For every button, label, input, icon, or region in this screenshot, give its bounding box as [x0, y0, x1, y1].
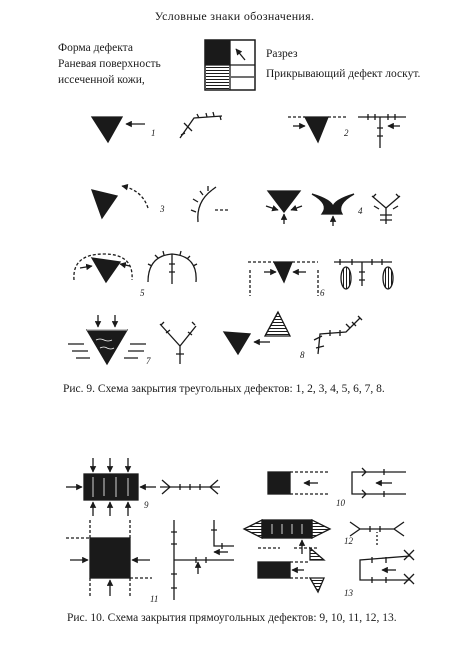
figure-number-13: 13	[344, 588, 353, 598]
figure-number-11: 11	[150, 594, 159, 604]
figure-number-12: 12	[344, 536, 353, 546]
figure-number-10: 10	[336, 498, 345, 508]
figure-number-7: 7	[146, 356, 151, 366]
diagram-1	[92, 112, 222, 142]
diagram-8	[224, 312, 362, 354]
legend-defect-shape-label: Форма дефекта	[58, 42, 133, 54]
legend-flap-label: Прикрывающий дефект лоскут.	[266, 68, 421, 80]
diagram-4	[266, 191, 400, 226]
figure-number-4: 4	[358, 206, 363, 216]
figure-number-3: 3	[160, 204, 165, 214]
figure-number-1: 1	[151, 128, 156, 138]
diagram-13	[258, 548, 414, 592]
diagram-7	[68, 315, 196, 364]
diagram-10	[268, 468, 406, 498]
figure-number-8: 8	[300, 350, 305, 360]
diagram-12	[244, 520, 404, 554]
legend-excised-skin-label: иссеченной кожи,	[58, 74, 145, 86]
figure-number-9: 9	[144, 500, 149, 510]
legend-section-label: Разрез	[266, 48, 298, 60]
header-title: Условные знаки обозначения.	[154, 9, 315, 23]
diagram-5	[74, 251, 197, 284]
caption-figure-9: Рис. 9. Схема закрытия треугольных дефектов: 1, 2, 3, 4, 5, 6, 7, 8.	[63, 383, 385, 395]
diagram-11	[66, 520, 234, 600]
diagram-9	[66, 458, 220, 516]
figure-number-6: 6	[320, 288, 325, 298]
figure-number-5: 5	[140, 288, 145, 298]
caption-figure-10: Рис. 10. Схема закрытия прямоугольных дефектов: 9, 10, 11, 12, 13.	[67, 612, 397, 624]
legend-icon-box	[205, 40, 255, 90]
legend-wound-surface-label: Раневая поверхность	[58, 58, 161, 70]
figure-number-2: 2	[344, 128, 349, 138]
